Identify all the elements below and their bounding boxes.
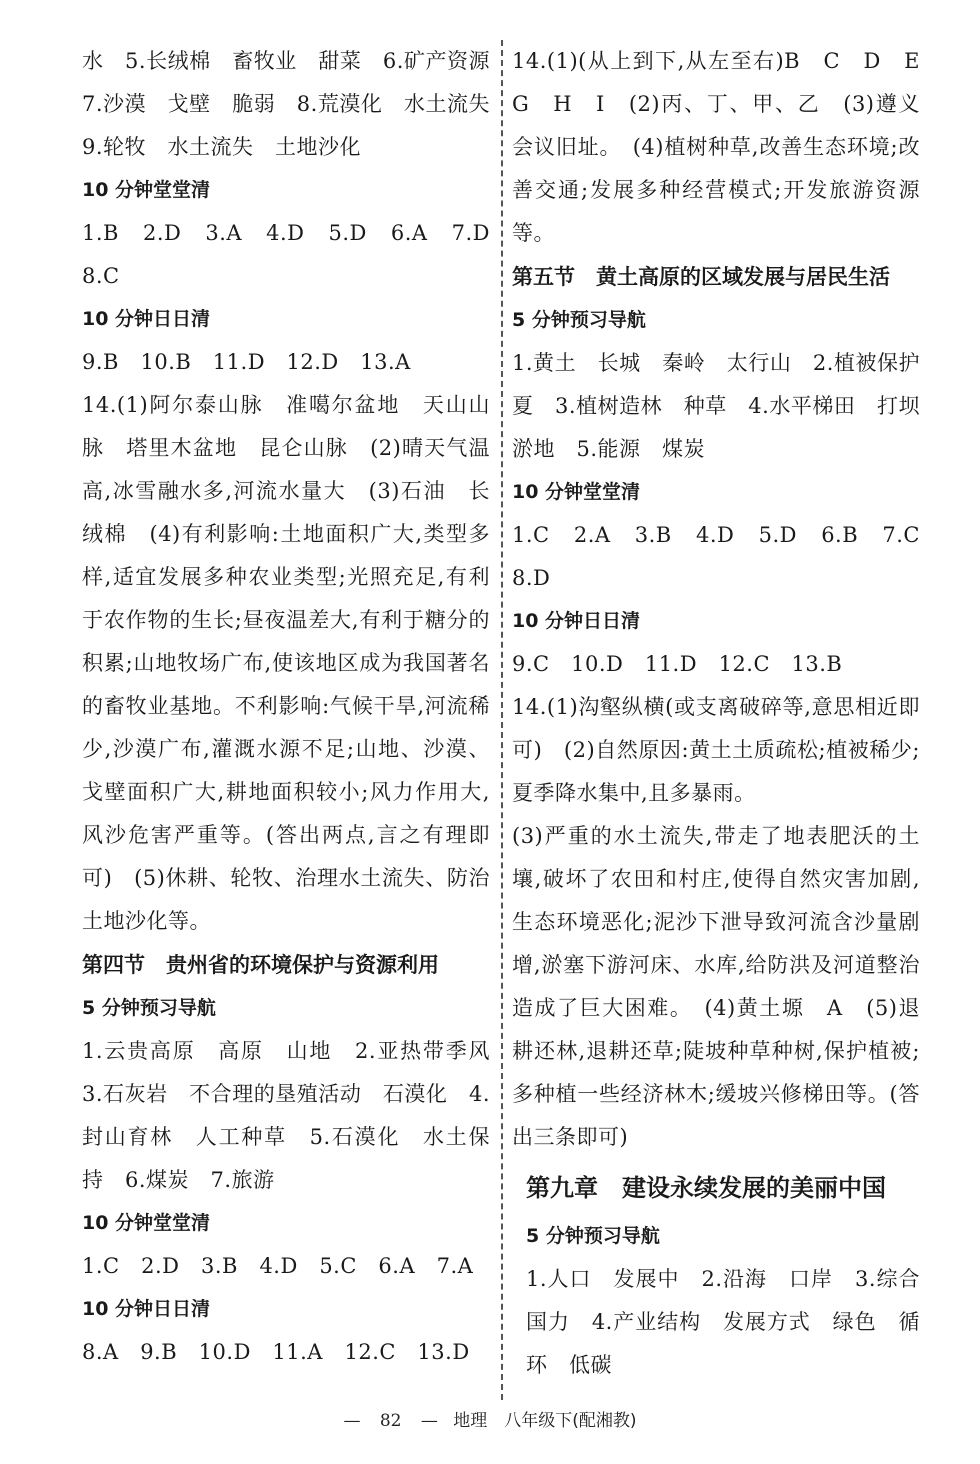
section-heading: 10 分钟日日清 [82, 1298, 211, 1320]
answer-text: 14.(1)沟壑纵横(或支离破碎等,意思相近即可) (2)自然原因:黄土土质疏松;植被稀少;夏季降水集中,且多暴雨。 [512, 695, 920, 805]
answer-text: 1.人口 发展中 2.沿海 口岸 3.综合国力 4.产业结构 发展方式 绿色 循环 低碳 [526, 1267, 920, 1377]
right-column [512, 40, 942, 1387]
section-heading: 10 分钟日日清 [512, 610, 641, 632]
answer-text: 1.B 2.D 3.A 4.D 5.D 6.A 7.D 8.C [82, 221, 512, 288]
footer-dash-right: — [420, 1411, 438, 1431]
section-heading: 10 分钟堂堂清 [512, 481, 641, 503]
section-title: 第五节 黄土高原的区域发展与居民生活 [512, 265, 890, 289]
chapter-title: 第九章 建设永续发展的美丽中国 [526, 1174, 886, 1202]
answer-text: 8.A 9.B 10.D 11.A 12.C 13.D [82, 1340, 470, 1364]
section-heading: 10 分钟日日清 [82, 308, 211, 330]
left-column [82, 40, 512, 1374]
section-heading: 5 分钟预习导航 [512, 309, 646, 331]
answer-text: 14.(1)(从上到下,从左至右)B C D E G H I (2)丙、丁、甲、乙 (3)遵义会议旧址。 (4)植树种草,改善生态环境;改善交通;发展多种经营模式;开发旅游资源等。 [512, 49, 942, 245]
page-number: 82 [379, 1411, 402, 1431]
answer-text: 1.C 2.D 3.B 4.D 5.C 6.A 7.A [82, 1254, 474, 1278]
answer-text: (3)严重的水土流失,带走了地表肥沃的土壤,破坏了农田和村庄,使得自然灾害加剧,生态环境恶化;泥沙下泄导致河流含沙量剧增,淤塞下游河床、水库,给防洪及河道整治造成了巨大困难。 (4)黄土塬 A (5)退耕还林,退耕还草;陡坡种草种树,保护植被;多种植一些经济林木;缓坡兴修梯田等。(答出三条即可) [512, 824, 920, 1149]
answer-text: 9.B 10.B 11.D 12.D 13.A [82, 350, 411, 374]
answer-text: 9.C 10.D 11.D 12.C 13.B [512, 652, 843, 676]
section-title: 第四节 贵州省的环境保护与资源利用 [82, 953, 439, 977]
answer-text: 1.云贵高原 高原 山地 2.亚热带季风 3.石灰岩 不合理的垦殖活动 石漠化 4.封山育林 人工种草 5.石漠化 水土保持 6.煤炭 7.旅游 [82, 1039, 512, 1192]
footer-subject: 地理 八年级下(配湘教) [453, 1411, 637, 1431]
answer-text: 14.(1)阿尔泰山脉 准噶尔盆地 天山山脉 塔里木盆地 昆仑山脉 (2)晴天气温高,冰雪融水多,河流水量大 (3)石油 长绒棉 (4)有利影响:土地面积广大,类型多样,适宜发展多种农业类型;光照充足,有利于农作物的生长;昼夜温差大,有利于糖分的积累;山地牧场广布,使该地区成为我国著名的畜牧业基地。不利影响:气候干旱,河流稀少,沙漠广布,灌溉水源不足;山地、沙漠、戈壁面积广大,耕地面积较小;风力作用大,风沙危害严重等。(答出两点,言之有理即可) (5)休耕、轮牧、治理水土流失、防治土地沙化等。 [82, 393, 490, 933]
answer-text: 水 5.长绒棉 畜牧业 甜菜 6.矿产资源 7.沙漠 戈壁 脆弱 8.荒漠化 水土流失 9.轮牧 水土流失 土地沙化 [82, 49, 512, 159]
answer-text: 1.黄土 长城 秦岭 太行山 2.植被保护 夏 3.植树造林 种草 4.水平梯田 打坝淤地 5.能源 煤炭 [512, 351, 942, 461]
footer-dash-left: — [343, 1411, 361, 1431]
section-heading: 5 分钟预习导航 [526, 1225, 660, 1247]
page-footer [0, 1406, 980, 1431]
answer-text: 1.C 2.A 3.B 4.D 5.D 6.B 7.C 8.D [512, 523, 942, 590]
section-heading: 5 分钟预习导航 [82, 997, 216, 1019]
section-heading: 10 分钟堂堂清 [82, 179, 211, 201]
section-heading: 10 分钟堂堂清 [82, 1212, 211, 1234]
chapter-nine-block [526, 1163, 920, 1387]
